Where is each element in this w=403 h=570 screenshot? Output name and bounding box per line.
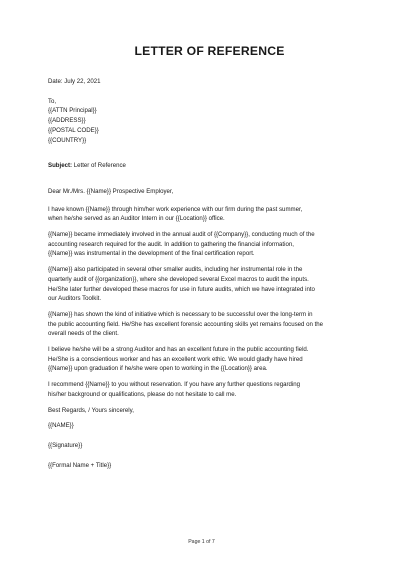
paragraph-line: I believe he/she will be a strong Auditor and has an excellent future in the public accounting field. (48, 346, 309, 354)
address-line: {{POSTAL CODE}} (48, 126, 99, 134)
paragraph-line: He/She is a conscientious worker and has an excellent work ethic. We would gladly have hired (48, 355, 303, 363)
paragraph (48, 230, 373, 259)
paragraph-line: his/her background or qualifications, please do not hesitate to call me. (48, 390, 237, 398)
address-line: {{ATTN Principal}} (48, 107, 97, 115)
paragraph-line: when he/she served as an Auditor Intern in our {{Location}} office. (48, 215, 225, 223)
signer-formal-name-title: {{Formal Name + Title}} (48, 461, 112, 469)
paragraph-line: {{Name}} became immediately involved in the annual audit of {{Company}}, conducting much of the (48, 231, 315, 239)
paragraph-line: accounting research required for the audit. In addition to gathering the financial information, (48, 240, 294, 248)
to-label: To, (48, 97, 57, 105)
signer-name: {{NAME}} (48, 422, 74, 430)
paragraph-line: overall needs of the client. (48, 330, 119, 338)
page-number: Page 1 of 7 (188, 539, 215, 545)
paragraph-line: {{Name}} also participated in several other smaller audits, including her instrumental role in the (48, 266, 303, 274)
salutation: Dear Mr./Mrs. {{Name}} Prospective Employer, (48, 187, 174, 195)
paragraph-line: our Auditors Toolkit. (48, 295, 102, 303)
paragraph-line: I have known {{Name}} through him/her work experience with our firm during the past summer, (48, 205, 303, 213)
subject-line (48, 161, 373, 171)
paragraph (48, 310, 373, 339)
signature: {{Signature}} (48, 441, 83, 449)
paragraph (48, 265, 373, 304)
paragraph-line: I recommend {{Name}} to you without reservation. If you have any further questions regarding (48, 381, 301, 389)
paragraph (48, 345, 373, 374)
paragraph (48, 380, 373, 399)
paragraph-line: the public accounting field. He/She has excellent forensic accounting skills yet remains focused on the (48, 320, 324, 328)
paragraph-line: {{Name}} was instrumental in the development of the final certification report. (48, 250, 255, 258)
subject-text: Letter of Reference (72, 162, 126, 170)
closing-line: Best Regards, / Yours sincerely, (48, 406, 134, 414)
paragraph-line: {{Name}} upon graduation if he/she were open to working in the {{Location}} area. (48, 365, 268, 373)
paragraph-line: {{Name}} has shown the kind of initiative which is necessary to be successful over the long-term in (48, 310, 313, 318)
address-line: {{COUNTRY}} (48, 136, 87, 144)
address-line: {{ADDRESS}} (48, 117, 86, 125)
paragraph-line: quarterly audit of {{organization}}, where she developed several Excel macros to audit the inputs. (48, 275, 309, 283)
paragraph (48, 205, 373, 224)
letter-date: Date: July 22, 2021 (48, 78, 101, 85)
closing (48, 406, 373, 416)
paragraph-line: He/She later further developed these macros for use in future audits, which we have integrated into (48, 285, 315, 293)
subject-label: Subject: (48, 162, 73, 170)
letter-title: LETTER OF REFERENCE (134, 44, 285, 58)
